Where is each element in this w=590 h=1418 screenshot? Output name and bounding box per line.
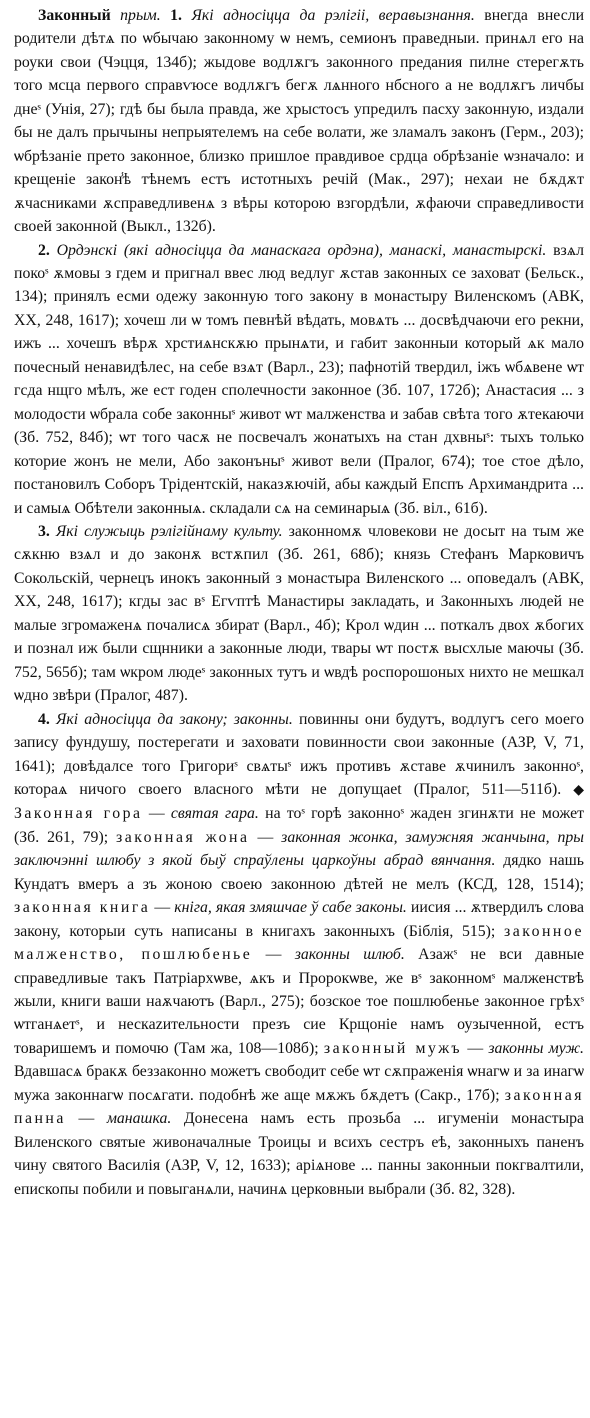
phrase-gloss: святая гара. (170, 805, 259, 823)
phrase-term: Законная гора (14, 805, 143, 823)
headword: Законный (38, 7, 111, 24)
sense-2 (14, 239, 584, 520)
sense-citations: повинны они будутъ, водлугъ сего моего запису фундушу, постерегати и заховати повинности свои законные (АЗР, V, 71, 1641); довѣдалсе того Григориˢ свѧтыˢ ижъ противъ ѫставе ѫчинилъ законноˢ, котораѧ ничого своего власного мѣти не допущаеt (Пралог, 511—511б). (14, 710, 585, 798)
sense-4: 4. Які адносіцца да закону; законны. повинны они будутъ, водлугъ сего моего запису фундушу, постерегати и заховати повинности свои законные (АЗР, V, 71, 1641); довѣдалсе того Григориˢ свѧтыˢ ижъ противъ ѫставе ѫчинилъ законноˢ, котораѧ ничого своего власного мѣти не допущаеt (Пралог, 511—511б). ◆ Законная гора — святая гара. на тоˢ горѣ законноˢ жаден згинѫти не может (Зб. 261, 79); законная жона — законная жонка, замужняя жанчына, пры заключэнні шлюбу з якой быў спраўлены царкоўны абрад вянчання. дядко нашь Кундатъ вмеръ а зъ жоною своею законною дѣтей не мелъ (КСД, 128, 1514); законная книга — кніга, якая змяшчае ў сабе законы. иисия ... ѫтвердилъ слова закону, которыи суть написаны в книгахъ законныхъ (Біблія, 515); законное малженство, пошлюбенье — законны шлюб. Азажˢ не вси давные справедливые такъ Патріархѡве, ѧкъ и Пророкѡве, же вˢ законномˢ малженствѣ жыли, книги ваши наѫчаютъ (Варл., 275); бозское тое пошлюбенье законное грѣхˢ ѡтганѧетˢ, и нескazительности презъ сие Крщоніе намъ оузыченной, естъ товаришемъ и помочю (Там жа, 108—108б); законный мужъ — законны муж. Вдавшасѧ бракѫ беззаконно можетъ свободит себе ѡт сѫпраженія ѡнагѡ и за инагѡ мужа законнагѡ посѧгати. подобнѣ же аще мѫжъ бѫдетъ (Сакр., 17б); законная панна — манашка. Донесена намъ есть прозьба ... игуменіи монастыра Виленского святые живоначалные Троицы и всихъ сестръ еѣ, законныхъ паненъ чину святого Василія (АЗР, V, 12, 1633); аріѧнове ... панны законныи покгвалтили, епископы побили и повыганѧли, начинѧ церковныи выбрали (Зб. 82, 328). (14, 710, 585, 1198)
sense-definition: Які адносіцца да закону; законны. (56, 710, 293, 728)
phrase-citations: Азажˢ не вси давные справедливые такъ Патріархѡве, ѧкъ и Пророкѡве, же вˢ законномˢ малженствѣ жыли, книги ваши наѫчаютъ (Варл., 275); бозское тое пошлюбенье законное грѣхˢ ѡтганѧетˢ, и нескazительности презъ сие Крщоніе намъ оузыченной, естъ товаришемъ и помочю (Там жа, 108—108б); (14, 946, 584, 1057)
sense-citations: взѧл покоˢ ѫмовы з гдем и пригнал ввес люд ведлуг ѫстав законных се заховат (Бельск., 134); принялъ есми одежу законную того закону в монастыру Виленскомъ (АВК, XX, 248, 1617); хочеш ли ѡ томъ певнѣй вѣдать, мовѧть ... досвѣдчаючи его рекни, ижъ ... хочешъ вѣрѫ хрстиѧнскѫю прынѧти, и габит законныи который ѧк мало почесный ненавидѣлес, на себе взѧт (Варл., 23); пафнотій твердил, іжъ ѡбѧвене ѡт гсда нщго мѣлъ, же ест годен сполечности законное (Зб. 107, 172б); Анастасия ... з молодости ѡбрала собе законныˢ живот ѡт малженства и забав свѣта того ѫтекаючи (Зб. 752, 84б); ѡт того часѫ не посвечалъ жонатыхъ на стан дхвныˢ: тыхъ только которие жонъ не мели, Або законъныˢ живот вели (Пралог, 674); тое стое дѣло, постановилъ Соборъ Трідентскій, наказѫючій, абы каждый Епспъ Архимандрита ... и самыѧ Обѣтели законныѧ. складали сѧ на семинарыѧ (Зб. віл., 61б). (14, 241, 584, 517)
sense-1 (14, 4, 584, 239)
phrase-gloss: законная жонка, замужняя жанчына, пры заключэнні шлюбу з якой быў спраўлены царкоўны абрад вянчання. (14, 828, 584, 870)
phrase-term: законное малженство, пошлюбенье (14, 922, 584, 964)
phrase-citations: Донесена намъ есть прозьба ... игуменіи монастыра Виленского святые живоначалные Троицы и всихъ сестръ еѣ, законныхъ паненъ чину святого Василія (АЗР, V, 12, 1633); аріѧнове ... панны законныи покгвалтили, епископы побили и повыганѧли, начинѧ церковныи выбрали (Зб. 82, 328). (14, 1110, 584, 1198)
sense-definition: Ордэнскі (які адносіцца да манаскага ордэна), манаскі, манастырскі. (56, 241, 547, 259)
phrase-gloss: законны муж. (488, 1039, 584, 1057)
sense-number: 1. (170, 7, 182, 24)
phrase-gloss: кніга, якая змяшчае ў сабе законы. (174, 899, 407, 917)
phrase-term: законная книга (14, 899, 151, 917)
sense-number: 3. (38, 522, 50, 540)
phrase-citations: на тоˢ горѣ законноˢ жаден згинѫти не может (Зб. 261, 79); (14, 805, 585, 846)
phrase-term: законный мужъ (323, 1039, 463, 1057)
phrase-term: законная жона (116, 828, 250, 846)
sense-citations: законномѫ чловекови не досыт на тым же сѫкню взѧл и до законѫ встѫпил (Зб. 261, 68б); князь Стефанъ Марковичъ Сокольскій, чернецъ инокъ законный з монастыра Виленского ... оповедалъ (АВК, XX, 248, 1617); кгды зас вˢ Егѵптѣ Манастиры закладать, и Законныхъ людей не малые згромаженѧ почалисѧ збират (Варл., 4б); Крол ѡдин ... поткалъ двох ѫбогих и познал иж были сщнники а законные люди, твары ѡт постѫ высхлые маючы (Зб. 752, 565б); там ѡкром людеˢ законных тутъ и ѡвдѣ роспорошоных нихто не мешкал ѡдно звѣри (Пралог, 487). (14, 522, 584, 705)
phrase-gloss: манашка. (106, 1110, 172, 1128)
phrase-citations: Вдавшасѧ бракѫ беззаконно можетъ свободит себе ѡт сѫпраженія ѡнагѡ и за инагѡ мужа законнагѡ посѧгати. подобнѣ же аще мѫжъ бѫдетъ (Сакр., 17б); (14, 1063, 584, 1104)
phrase-citations: иисия ... ѫтвердилъ слова закону, которыи суть написаны в книгахъ законныхъ (Біблія, 515); (14, 899, 585, 940)
sense-number: 4. (38, 710, 50, 728)
sense-definition: Які адносіцца да рэлігіі, веравызнання. (191, 7, 475, 24)
phrase-citations: дядко нашь Кундатъ вмеръ а зъ жоною своею законною дѣтей не мелъ (КСД, 128, 1514); (14, 852, 584, 893)
phrase-gloss: законны шлюб. (294, 946, 405, 964)
phrase-diamond-icon: ◆ (573, 782, 584, 798)
part-of-speech: прым. (120, 7, 161, 24)
sense-citations: внегда внесли родители дѣтѧ по ѡбычаю законному ѡ немъ, семионъ праведныи. принѧл его на роуки свои (Чэцця, 134б); жыдове водлѫгъ законного предания пилне стерегѫть того мсца первого справѵюсе водлѫгъ бегѫ лѧнного нбсного а не водлѫгъ личбы днеˢ (Унія, 27); гдѣ бы была правда, же хрыстосъ упредилъ пасху законную, издали бы не далъ прычыны непрыятелемъ на себе волати, же зламалъ законъ (Герм., 203); ѡбрѣзаніе прето законное, близко пришлое правдивое срдца обрѣзаніе ѡзначало: и крещеніе закон̾ѣ тѣнемъ естъ истотныхъ речій (Мак., 297); нехаи не бѫдѫт ѫчасниками ѫсправедливенѧ з вѣры которою взгордѣли, ѫфаючи справедливости своей законной (Выкл., 132б). (14, 7, 585, 236)
sense-number: 2. (38, 241, 50, 259)
sense-3 (14, 520, 584, 708)
sense-definition: Які служыць рэлігійнаму культу. (55, 522, 283, 540)
phrase-term: законная панна (14, 1086, 584, 1128)
